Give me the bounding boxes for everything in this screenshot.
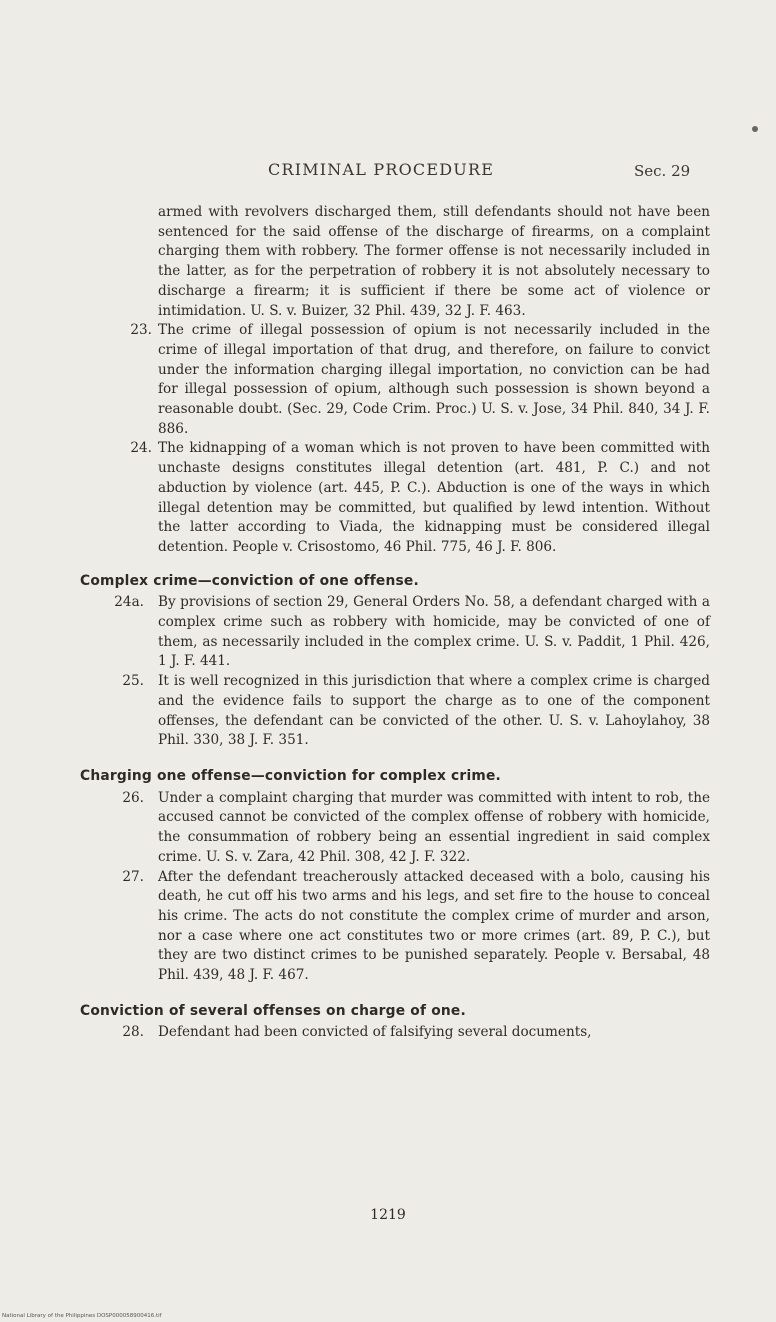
scan-speck xyxy=(752,126,758,132)
running-header xyxy=(0,160,776,184)
annotation-item xyxy=(70,321,710,439)
item-number: 23. xyxy=(130,322,152,339)
item-text: By provisions of section 29, General Orders No. 58, a defendant charged with a complex crime such as robbery with homicide, may be convicted of one of them, as necessarily included in the complex crime. U. S. v. Paddit, 1 Phil. 426, 1 J. F. 441. xyxy=(158,594,710,670)
section-heading: Charging one offense—conviction for complex crime. xyxy=(80,767,501,784)
item-number: 27. xyxy=(122,868,144,885)
item-number: 26. xyxy=(122,789,144,806)
item-text: The kidnapping of a woman which is not proven to have been committed with unchaste designs constitutes illegal detention (art. 481, P. C.) and not abduction by violence (art. 445, P. C.). Abduction is one of the ways in which illegal detention may be committed, but qualified by lewd intention. Without the latter according to Viada, the kidnapping must be considered illegal detention. People v. Crisostomo, 46 Phil. 775, 46 J. F. 806. xyxy=(158,440,710,555)
continued-paragraph: armed with revolvers discharged them, still defendants should not have been sentenced for the said offense of the discharge of firearms, on a complaint charging them with robbery. The former offense is not necessarily included in the latter, as for the perpetration of robbery it is not absolutely necessary to discharge a firearm; it is sufficient if there be some act of violence or intimidation. U. S. v. Buizer, 32 Phil. 439, 32 J. F. 463. xyxy=(158,204,710,319)
section-heading: Complex crime—conviction of one offense. xyxy=(80,572,419,589)
item-text: It is well recognized in this jurisdiction that where a complex crime is charged and the evidence fails to support the charge as to one of the component offenses, the defendant can be convicted of the other. U. S. v. Lahoylahoy, 38 Phil. 330, 38 J. F. 351. xyxy=(158,673,710,749)
annotation-item xyxy=(70,672,710,751)
annotation-item xyxy=(70,1023,710,1043)
annotation-item xyxy=(70,439,710,557)
item-text: After the defendant treacherously attacked deceased with a bolo, causing his death, he cut off his two arms and his legs, and set fire to the house to conceal his crime. The acts do not constitute the complex crime of murder and arson, nor a case where one act constitutes two or more crimes (art. 89, P. C.), but they are two distinct crimes to be punished separately. People v. Bersabal, 48 Phil. 439, 48 J. F. 467. xyxy=(158,868,710,984)
annotation-item xyxy=(70,593,710,672)
annotation-item xyxy=(70,789,710,868)
annotation-item xyxy=(70,868,710,986)
item-number: 28. xyxy=(122,1024,144,1041)
item-number: 24a. xyxy=(114,594,144,611)
item-number: 25. xyxy=(122,673,144,690)
section-heading: Conviction of several offenses on charge of one. xyxy=(80,1002,466,1019)
item-text: Defendant had been convicted of falsifying several documents, xyxy=(158,1024,592,1041)
page-body xyxy=(70,203,710,1043)
item-text: Under a complaint charging that murder was committed with intent to rob, the accused cannot be convicted of the complex offense of robbery with homicide, the consummation of robbery being an essential ingredient in said complex crime. U. S. v. Zara, 42 Phil. 308, 42 J. F. 322. xyxy=(158,789,710,865)
item-text: The crime of illegal possession of opium is not necessarily included in the crime of illegal importation of that drug, and therefore, on failure to convict under the information charging illegal importation, no conviction can be had for illegal possession of opium, although such possession is shown beyond a reasonable doubt. (Sec. 29, Code Crim. Proc.) U. S. v. Jose, 34 Phil. 840, 34 J. F. 886. xyxy=(158,322,710,437)
item-number: 24. xyxy=(130,440,152,457)
running-title: CRIMINAL PROCEDURE xyxy=(268,160,495,179)
section-number: Sec. 29 xyxy=(634,162,691,180)
page-number: 1219 xyxy=(370,1207,406,1223)
scan-footer: National Library of the Philippines DOSP000058900416.tif xyxy=(2,1313,162,1319)
